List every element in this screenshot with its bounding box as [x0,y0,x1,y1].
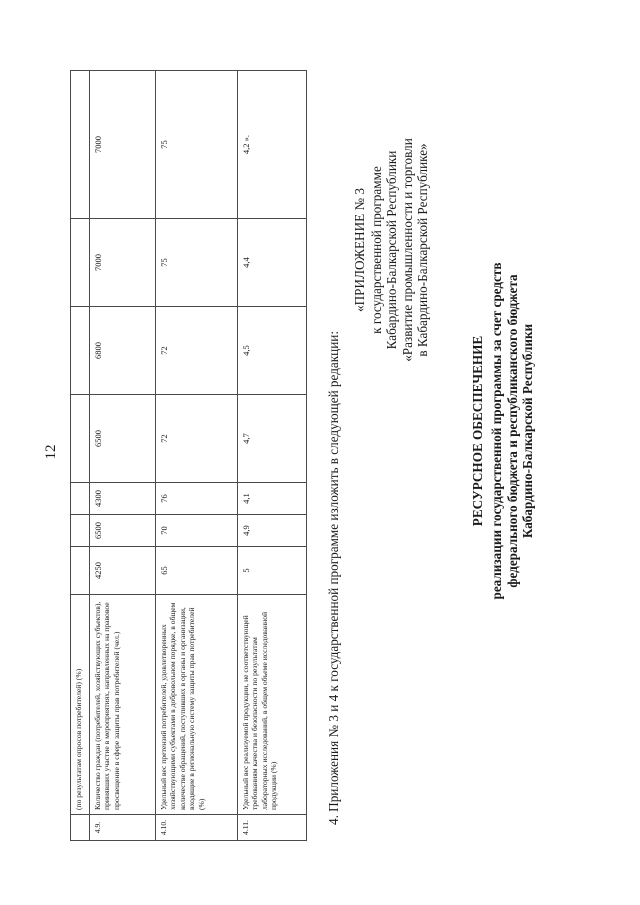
appendix-header [352,100,431,400]
indicator-value: 70 [156,515,238,547]
table-cell [71,515,90,547]
table-header-note: (по результатам опросов потребителей) (%) [71,595,90,815]
resource-subtitle-line: федерального бюджета и республиканского бюджета [504,274,520,588]
table-row [156,71,238,841]
resource-subtitle-line: реализации государственной программы за счет средств [488,262,504,600]
table-cell [71,71,90,219]
indicator-value: 4,9 [238,515,307,547]
indicator-value: 7000 [90,219,156,307]
table-row-header-note [71,71,90,841]
indicator-value: 4,2 ». [238,71,307,219]
table-cell [71,219,90,307]
table-row [238,71,307,841]
table-cell [71,307,90,395]
indicator-value: 6500 [90,395,156,483]
indicator-text: Удельный вес реализуемой продукции, не соответствующей требованиям качества и безопасности по результатам лабораторных исследований, в общем объеме исследованной продукции (%) [238,595,307,815]
indicator-value: 4250 [90,547,156,595]
indicator-value: 72 [156,395,238,483]
table-cell [71,395,90,483]
indicator-value: 4,1 [238,483,307,515]
indicator-value: 4300 [90,483,156,515]
indicator-text: Удельный вес претензий потребителей, удовлетворенных хозяйствующими субъектами в добровольном порядке, в общем количестве обращений, поступивших в органы и организации, входящие в региональную систему защиты прав потребителей (%) [156,595,238,815]
indicator-value: 4,7 [238,395,307,483]
appendix-title: «ПРИЛОЖЕНИЕ № 3 [352,188,367,312]
table-cell [71,547,90,595]
indicator-value: 75 [156,219,238,307]
indicator-value: 4,5 [238,307,307,395]
row-number: 4.9. [90,815,156,841]
indicator-value: 6800 [90,307,156,395]
indicator-text: Количество граждан (потребителей, хозяйствующих субъектов), принявших участие в мероприятиях, направленных на правовое просвещение в сфере защиты прав потребителей (чел.) [90,595,156,815]
indicator-value: 4,4 [238,219,307,307]
page-number: 12 [43,444,59,460]
table-row [90,71,156,841]
resource-subtitle-line: Кабардино-Балкарской Республики [520,323,536,539]
appendix-line: в Кабардино-Балкарской Республике» [415,143,430,357]
resource-section-heading [470,201,536,661]
indicator-value: 7000 [90,71,156,219]
resource-title: РЕСУРСНОЕ ОБЕСПЕЧЕНИЕ [470,335,485,527]
appendix-line: к государственной программе [368,166,384,334]
row-number: 4.10. [156,815,238,841]
appendix-line: «Развитие промышленности и торговли [399,138,415,362]
indicator-value: 6500 [90,515,156,547]
amendment-paragraph: 4. Приложения № 3 и 4 к государственной программе изложить в следующей редакции: [326,330,341,825]
indicators-table [70,70,307,841]
indicator-value: 72 [156,307,238,395]
row-number: 4.11. [238,815,307,841]
table-cell [71,483,90,515]
indicator-value: 5 [238,547,307,595]
indicator-value: 65 [156,547,238,595]
indicator-value: 75 [156,71,238,219]
table-cell [71,815,90,841]
indicator-value: 76 [156,483,238,515]
appendix-line: Кабардино-Балкарской Республики [384,150,399,350]
